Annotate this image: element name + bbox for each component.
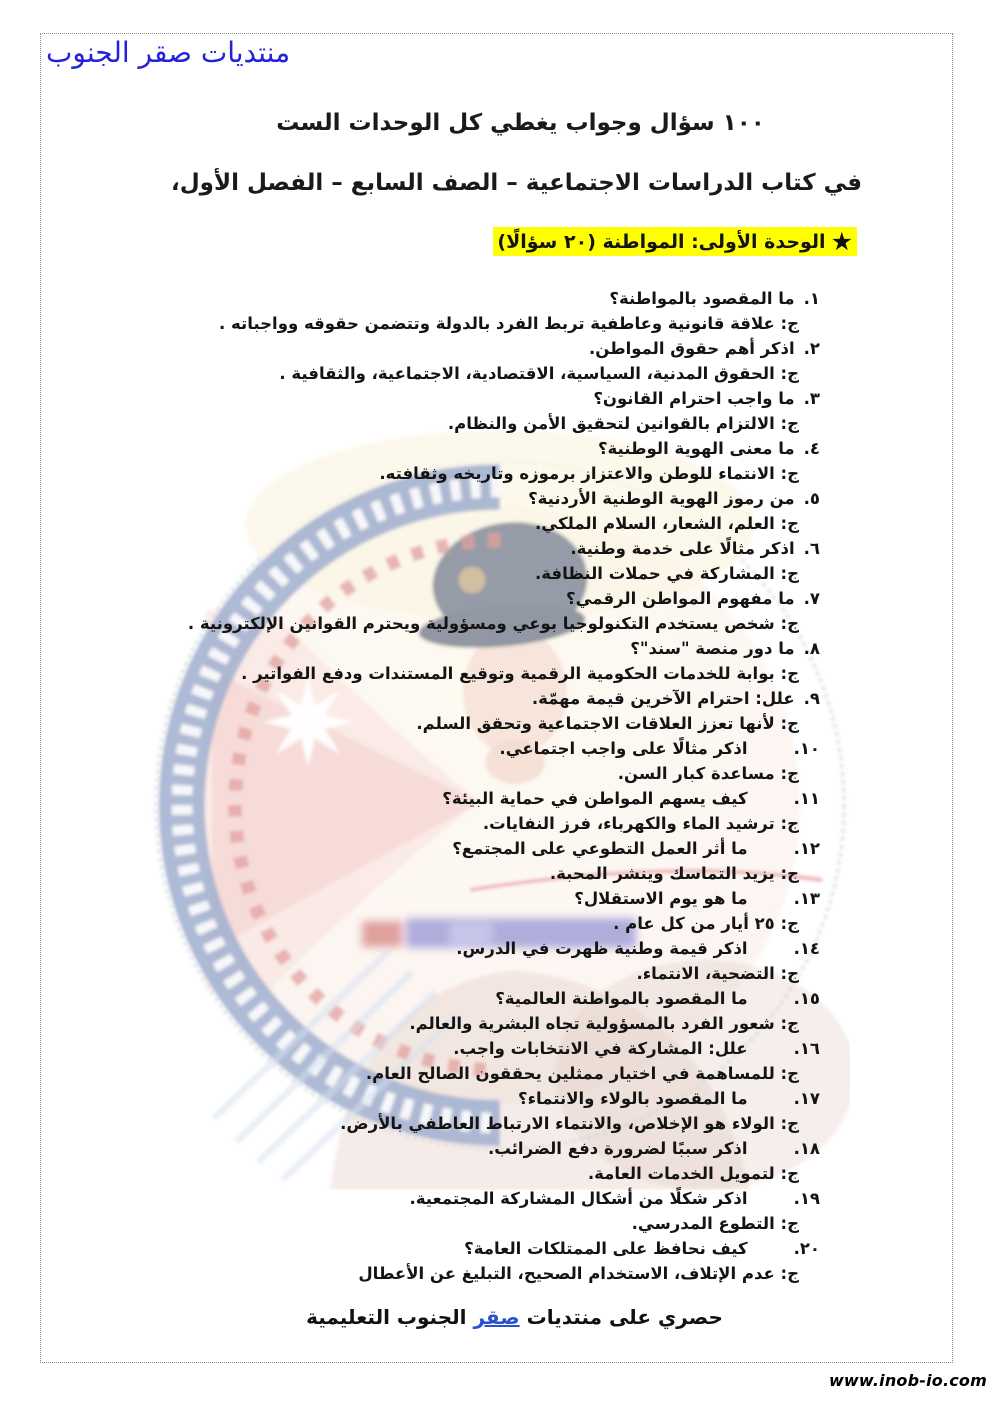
qa-item bbox=[30, 636, 820, 686]
question-number: ١٠. bbox=[793, 739, 820, 758]
question-number: ١٣. bbox=[793, 889, 820, 908]
question-text: اذكر قيمة وطنية ظهرت في الدرس. bbox=[456, 939, 748, 958]
question-text: علل: احترام الآخرين قيمة مهمّة. bbox=[531, 689, 795, 708]
qa-item bbox=[30, 836, 820, 886]
question-number: ١٤. bbox=[793, 939, 820, 958]
question-number: ٤. bbox=[803, 439, 820, 458]
answer-text: ج: مساعدة كبار السن. bbox=[617, 764, 799, 783]
answer-text: ج: الولاء هو الإخلاص، والانتماء الارتباط العاطفي بالأرض. bbox=[340, 1114, 799, 1133]
question-line bbox=[30, 936, 820, 961]
question-number: ٢٠. bbox=[793, 1239, 820, 1258]
answer-text: ج: الحقوق المدنية، السياسية، الاقتصادية، الاجتماعية، والثقافية . bbox=[279, 364, 799, 383]
qa-item bbox=[30, 1036, 820, 1086]
question-number: ٢. bbox=[803, 339, 820, 358]
answer-line bbox=[30, 611, 820, 636]
question-line bbox=[30, 1036, 820, 1061]
question-line bbox=[30, 586, 820, 611]
title-line-1: ١٠٠ سؤال وجواب يغطي كل الوحدات الست bbox=[276, 110, 765, 136]
star-icon: ★ bbox=[830, 227, 853, 256]
question-text: ما معنى الهوية الوطنية؟ bbox=[597, 439, 795, 458]
question-line bbox=[30, 886, 820, 911]
answer-line bbox=[30, 911, 820, 936]
answer-text: ج: علاقة قانونية وعاطفية تربط الفرد بالدولة وتتضمن حقوقه وواجباته . bbox=[219, 314, 799, 333]
question-number: ٨. bbox=[803, 639, 820, 658]
answer-line bbox=[30, 661, 820, 686]
question-number: ١. bbox=[803, 289, 820, 308]
qa-item bbox=[30, 1186, 820, 1236]
answer-line bbox=[30, 961, 820, 986]
question-line bbox=[30, 786, 820, 811]
qa-item bbox=[30, 436, 820, 486]
question-text: ما واجب احترام القانون؟ bbox=[593, 389, 795, 408]
answer-text: ج: التضحية، الانتماء. bbox=[636, 964, 799, 983]
answer-text: ج: التطوع المدرسي. bbox=[631, 1214, 799, 1233]
unit-heading bbox=[493, 227, 857, 256]
answer-text: ج: لأنها تعزز العلاقات الاجتماعية وتحقق السلم. bbox=[416, 714, 799, 733]
question-line bbox=[30, 686, 820, 711]
question-number: ١٨. bbox=[793, 1139, 820, 1158]
qa-item bbox=[30, 786, 820, 836]
qa-list bbox=[30, 286, 820, 1286]
question-line bbox=[30, 336, 820, 361]
answer-line bbox=[30, 1011, 820, 1036]
answer-text: ج: للمساهمة في اختيار ممثلين يحققون الصالح العام. bbox=[365, 1064, 799, 1083]
qa-item bbox=[30, 336, 820, 386]
question-number: ١٥. bbox=[793, 989, 820, 1008]
answer-line bbox=[30, 361, 820, 386]
question-text: كيف يسهم المواطن في حماية البيئة؟ bbox=[442, 789, 748, 808]
question-text: ما هو يوم الاستقلال؟ bbox=[574, 889, 748, 908]
question-text: ما المقصود بالمواطنة العالمية؟ bbox=[495, 989, 748, 1008]
question-number: ١٦. bbox=[793, 1039, 820, 1058]
qa-item bbox=[30, 936, 820, 986]
question-line bbox=[30, 286, 820, 311]
qa-item bbox=[30, 386, 820, 436]
qa-item bbox=[30, 586, 820, 636]
qa-item bbox=[30, 986, 820, 1036]
answer-line bbox=[30, 861, 820, 886]
question-line bbox=[30, 836, 820, 861]
answer-line bbox=[30, 1061, 820, 1086]
answer-text: ج: شعور الفرد بالمسؤولية تجاه البشرية والعالم. bbox=[409, 1014, 799, 1033]
answer-text: ج: ٢٥ أيار من كل عام . bbox=[613, 914, 799, 933]
question-line bbox=[30, 636, 820, 661]
answer-text: ج: بوابة للخدمات الحكومية الرقمية وتوقيع المستندات ودفع الفواتير . bbox=[241, 664, 799, 683]
answer-text: ج: العلم، الشعار، السلام الملكي. bbox=[535, 514, 799, 533]
footer-suffix: الجنوب التعليمية bbox=[306, 1305, 474, 1329]
question-text: اذكر سببًا لضرورة دفع الضرائب. bbox=[487, 1139, 748, 1158]
question-number: ٦. bbox=[803, 539, 820, 558]
answer-line bbox=[30, 411, 820, 436]
answer-text: ج: الالتزام بالقوانين لتحقيق الأمن والنظام. bbox=[447, 414, 799, 433]
question-line bbox=[30, 1136, 820, 1161]
answer-text: ج: ترشيد الماء والكهرباء، فرز النفايات. bbox=[482, 814, 799, 833]
answer-line bbox=[30, 1211, 820, 1236]
question-text: ما المقصود بالمواطنة؟ bbox=[609, 289, 795, 308]
qa-item bbox=[30, 1086, 820, 1136]
question-text: اذكر أهم حقوق المواطن. bbox=[588, 339, 795, 358]
question-line bbox=[30, 386, 820, 411]
answer-line bbox=[30, 711, 820, 736]
footer-link[interactable]: صقر bbox=[473, 1305, 520, 1329]
site-url: www.inob-io.com bbox=[828, 1371, 987, 1390]
footer-prefix: حصري على منتديات bbox=[519, 1305, 723, 1329]
answer-line bbox=[30, 561, 820, 586]
question-text: من رموز الهوية الوطنية الأردنية؟ bbox=[528, 489, 795, 508]
question-line bbox=[30, 486, 820, 511]
answer-line bbox=[30, 511, 820, 536]
question-line bbox=[30, 736, 820, 761]
qa-item bbox=[30, 886, 820, 936]
question-number: ١٢. bbox=[793, 839, 820, 858]
question-line bbox=[30, 536, 820, 561]
question-number: ٩. bbox=[803, 689, 820, 708]
question-number: ١١. bbox=[793, 789, 820, 808]
question-line bbox=[30, 1086, 820, 1111]
question-text: اذكر شكلًا من أشكال المشاركة المجتمعية. bbox=[409, 1189, 748, 1208]
answer-line bbox=[30, 311, 820, 336]
answer-text: ج: الانتماء للوطن والاعتزاز برموزه وتاريخه وثقافته. bbox=[379, 464, 799, 483]
question-line bbox=[30, 1236, 820, 1261]
question-text: ما مفهوم المواطن الرقمي؟ bbox=[566, 589, 795, 608]
answer-line bbox=[30, 1161, 820, 1186]
question-text: اذكر مثالًا على واجب اجتماعي. bbox=[499, 739, 748, 758]
answer-text: ج: المشاركة في حملات النظافة. bbox=[535, 564, 799, 583]
answer-text: ج: لتمويل الخدمات العامة. bbox=[587, 1164, 799, 1183]
question-number: ٣. bbox=[803, 389, 820, 408]
site-name: منتديات صقر الجنوب bbox=[46, 36, 291, 69]
answer-text: ج: شخص يستخدم التكنولوجيا بوعي ومسؤولية ويحترم القوانين الإلكترونية . bbox=[187, 614, 799, 633]
qa-item bbox=[30, 486, 820, 536]
question-text: ما أثر العمل التطوعي على المجتمع؟ bbox=[452, 839, 748, 858]
question-text: ما دور منصة "سند"؟ bbox=[630, 639, 795, 658]
qa-item bbox=[30, 686, 820, 736]
question-text: علل: المشاركة في الانتخابات واجب. bbox=[453, 1039, 748, 1058]
question-number: ٥. bbox=[803, 489, 820, 508]
question-number: ٧. bbox=[803, 589, 820, 608]
answer-line bbox=[30, 761, 820, 786]
answer-text: ج: يزيد التماسك وينشر المحبة. bbox=[549, 864, 799, 883]
question-text: كيف نحافظ على الممتلكات العامة؟ bbox=[464, 1239, 748, 1258]
qa-item bbox=[30, 1136, 820, 1186]
question-line bbox=[30, 1186, 820, 1211]
answer-line bbox=[30, 811, 820, 836]
question-text: ما المقصود بالولاء والانتماء؟ bbox=[518, 1089, 748, 1108]
qa-item bbox=[30, 536, 820, 586]
answer-line bbox=[30, 461, 820, 486]
unit-heading-label: الوحدة الأولى: المواطنة (٢٠ سؤالًا) bbox=[497, 230, 826, 253]
question-number: ١٩. bbox=[793, 1189, 820, 1208]
question-line bbox=[30, 436, 820, 461]
answer-text: ج: عدم الإتلاف، الاستخدام الصحيح، التبليغ عن الأعطال bbox=[358, 1264, 799, 1283]
question-number: ١٧. bbox=[793, 1089, 820, 1108]
footer-note bbox=[18, 1305, 993, 1329]
question-text: اذكر مثالًا على خدمة وطنية. bbox=[570, 539, 795, 558]
answer-line bbox=[30, 1111, 820, 1136]
question-line bbox=[30, 986, 820, 1011]
qa-item bbox=[30, 286, 820, 336]
qa-item bbox=[30, 736, 820, 786]
qa-item bbox=[30, 1236, 820, 1286]
answer-line bbox=[30, 1261, 820, 1286]
title-line-2: في كتاب الدراسات الاجتماعية – الصف السابع – الفصل الأول، bbox=[170, 170, 863, 196]
